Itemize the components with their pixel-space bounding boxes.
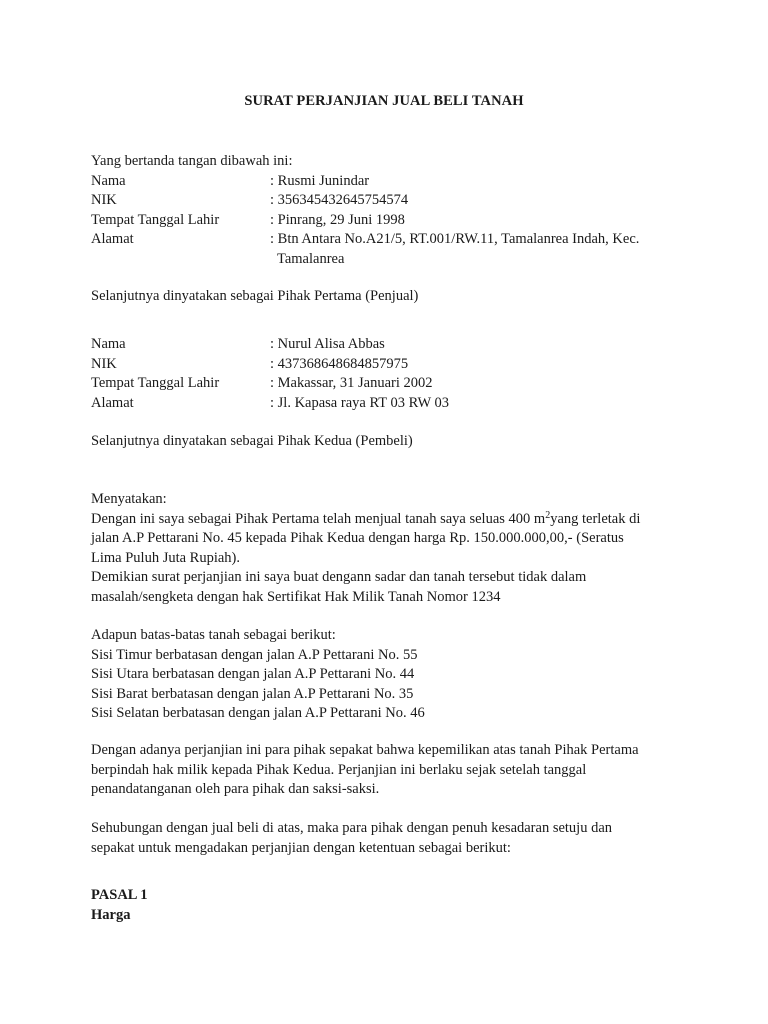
closing-section <box>91 819 681 858</box>
party2-name-row <box>91 335 681 355</box>
party1-role: Selanjutnya dinyatakan sebagai Pihak Pertama (Penjual) <box>91 288 419 304</box>
field-value: : 356345432645754574 <box>270 192 409 208</box>
party2-section <box>91 335 681 413</box>
field-value: : Nurul Alisa Abbas <box>270 336 385 352</box>
party2-birth-row <box>91 374 681 394</box>
party2-address-row <box>91 394 681 414</box>
party1-name-row <box>91 172 681 192</box>
closing-line: Sehubungan dengan jual beli di atas, maka para pihak dengan penuh kesadaran setuju dan <box>91 820 613 836</box>
agreement-line: berpindah hak milik kepada Pihak Kedua. Perjanjian ini berlaku sejak setelah tanggal <box>91 761 587 778</box>
field-label: Nama <box>91 172 126 189</box>
border-item: Sisi Timur berbatasan dengan jalan A.P Pettarani No. 55 <box>91 646 418 663</box>
field-value: : Makassar, 31 Januari 2002 <box>270 375 433 391</box>
field-value: : Rusmi Junindar <box>270 172 370 189</box>
borders-heading: Adapun batas-batas tanah sebagai berikut: <box>91 627 336 643</box>
statement-line: Lima Puluh Juta Rupiah). <box>91 549 241 566</box>
statement-line: jalan A.P Pettarani No. 45 kepada Pihak Kedua dengan harga Rp. 150.000.000,00,- (Seratus <box>91 530 624 546</box>
borders-section <box>91 626 681 724</box>
field-value: : Pinrang, 29 Juni 1998 <box>270 211 405 228</box>
party1-address-row <box>91 230 681 250</box>
party1-address-continued: Tamalanrea <box>277 250 345 267</box>
border-item: Sisi Selatan berbatasan dengan jalan A.P Pettarani No. 46 <box>91 705 425 721</box>
pasal-number: PASAL 1 <box>91 887 148 903</box>
field-label: Tempat Tanggal Lahir <box>91 375 220 391</box>
border-item: Sisi Utara berbatasan dengan jalan A.P Pettarani No. 44 <box>91 666 415 682</box>
intro-text: Yang bertanda tangan dibawah ini: <box>91 153 293 169</box>
field-label: Alamat <box>91 394 134 411</box>
statement-line: Dengan ini saya sebagai Pihak Pertama telah menjual tanah saya seluas 400 $m^2yang$ terletak di <box>91 509 641 527</box>
border-item: Sisi Barat berbatasan dengan jalan A.P Pettarani No. 35 <box>91 685 414 702</box>
field-label: Alamat <box>91 231 134 247</box>
closing-line: sepakat untuk mengadakan perjanjian dengan ketentuan sebagai berikut: <box>91 839 511 856</box>
pasal-subtitle: Harga <box>91 906 131 923</box>
field-value: : Jl. Kapasa raya RT 03 RW 03 <box>270 394 450 411</box>
party1-birth-row <box>91 211 681 231</box>
superscript: 2 <box>545 509 551 521</box>
agreement-section <box>91 741 681 800</box>
field-label: NIK <box>91 192 117 208</box>
field-label: NIK <box>91 355 117 372</box>
party2-role: Selanjutnya dinyatakan sebagai Pihak Kedua (Pembeli) <box>91 433 413 449</box>
statement-line: masalah/sengketa dengan hak Sertifikat Hak Milik Tanah Nomor 1234 <box>91 588 501 605</box>
field-value: : Btn Antara No.A21/5, RT.001/RW.11, Tamalanrea Indah, Kec. <box>270 231 640 247</box>
statement-line: Demikian surat perjanjian ini saya buat dengann sadar dan tanah tersebut tidak dalam <box>91 569 587 585</box>
field-label: Tempat Tanggal Lahir <box>91 211 220 228</box>
party1-section <box>91 152 681 269</box>
party1-nik-row <box>91 191 681 211</box>
pasal-section <box>91 886 681 925</box>
agreement-line: Dengan adanya perjanjian ini para pihak sepakat bahwa kepemilikan atas tanah Pihak Pertama <box>91 742 639 758</box>
document-title: SURAT PERJANJIAN JUAL BELI TANAH <box>244 93 524 109</box>
agreement-line: penandatanganan oleh para pihak dan saksi-saksi. <box>91 781 380 797</box>
party2-nik-row <box>91 355 681 375</box>
statement-heading: Menyatakan: <box>91 491 167 507</box>
field-value: : 437368648684857975 <box>270 355 409 372</box>
field-label: Nama <box>91 336 126 352</box>
statement-section <box>91 490 681 607</box>
